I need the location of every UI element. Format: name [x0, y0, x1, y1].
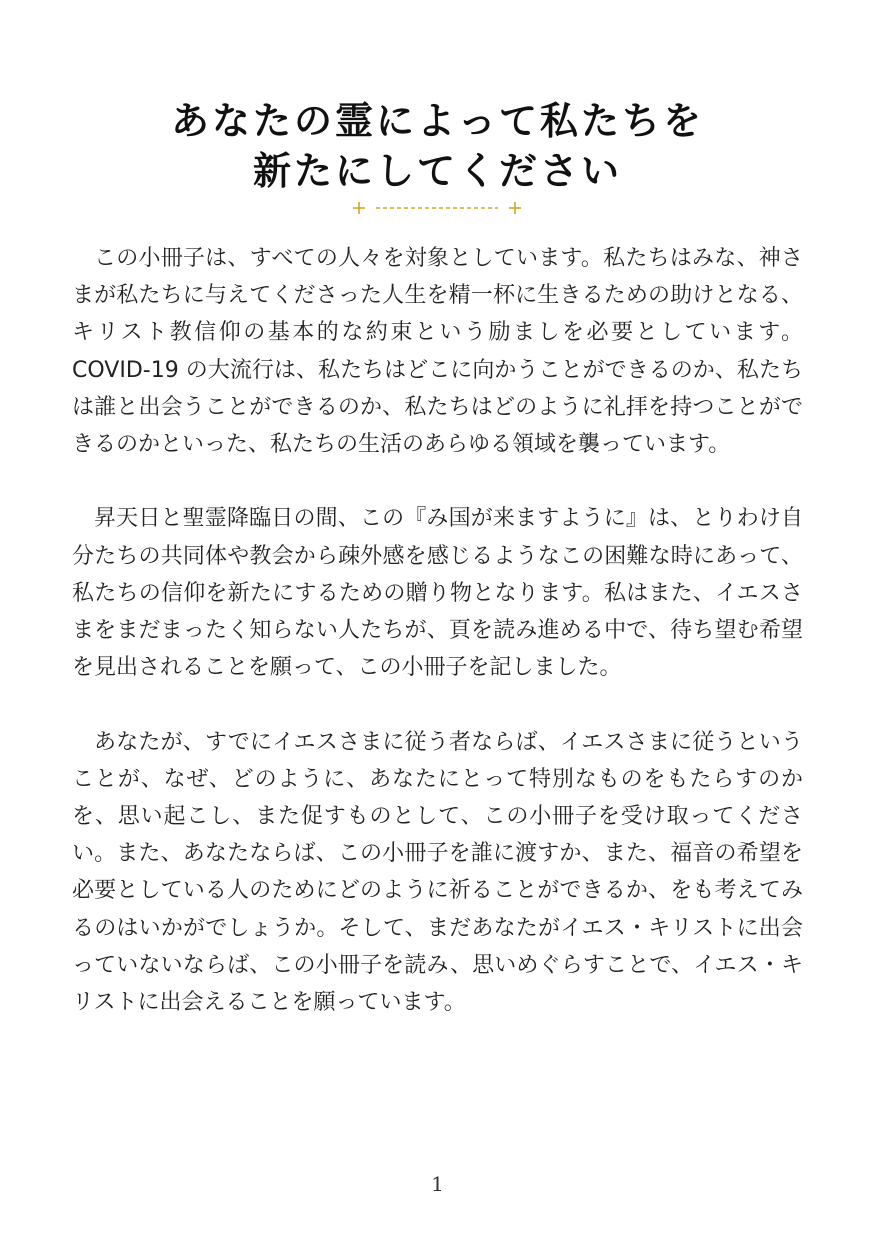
page-title [0, 96, 875, 196]
paragraph-2: 昇天日と聖霊降臨日の間、この『み国が来ますように』は、とりわけ自分たちの共同体や教会から疎外感を感じるようなこの困難な時にあって、私たちの信仰を新たにするための贈り物となります。私はまた、イエスさまをまだまったく知らない人たちが、頁を読み進める中で、待ち望む希望を見出されることを願って、この小冊子を記しました。 [72, 506, 803, 681]
body-text [72, 240, 803, 1021]
title-divider-ornament [350, 196, 524, 220]
paragraph-1: この小冊子は、すべての人々を対象としています。私たちはみな、神さまが私たちに与えてくださった人生を精一杯に生きるための助けとなる、キリスト教信仰の基本的な約束という励ましを必要としています。COVID-19 の大流行は、私たちはどこに向かうことができるのか、私たちは誰と出会うことができるのか、私たちはどのように礼拝を持つことができるのかといった、私たちの生活のあらゆる領域を襲っています。 [72, 246, 803, 458]
page-number: 1 [431, 1172, 444, 1196]
paragraph-3: あなたが、すでにイエスさまに従う者ならば、イエスさまに従うということが、なぜ、どのように、あなたにとって特別なものをもたらすのかを、思い起こし、また促すものとして、この小冊子を受け取ってください。また、あなたならば、この小冊子を誰に渡すか、また、福音の希望を必要としている人のためにどのように祈ることができるか、をも考えてみるのはいかがでしょうか。そして、まだあなたがイエス・キリストに出会っていないならば、この小冊子を読み、思いめぐらすことで、イエス・キリストに出会えることを願っています。 [72, 729, 803, 1016]
title-line-1: あなたの霊によって私たちを [170, 99, 704, 143]
title-line-2: 新たにしてください [252, 149, 622, 193]
plus-left-icon [353, 202, 365, 214]
plus-right-icon [509, 202, 521, 214]
